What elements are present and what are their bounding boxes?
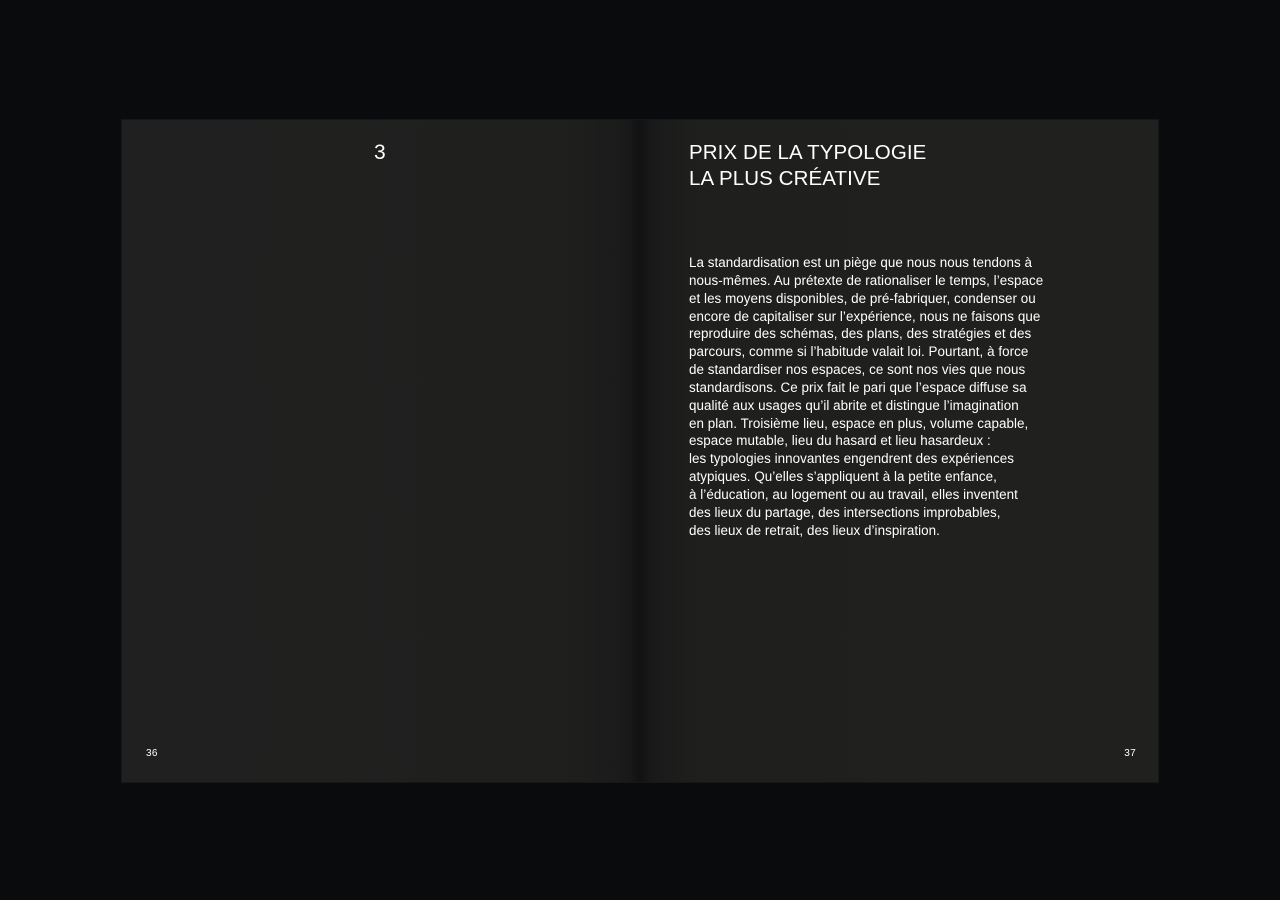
body-line: nous-mêmes. Au prétexte de rationaliser le temps, l’espace bbox=[689, 272, 1044, 288]
body-line: des lieux du partage, des intersections improbables, bbox=[689, 504, 1001, 520]
body-line: et les moyens disponibles, de pré-fabriquer, condenser ou bbox=[689, 290, 1036, 306]
body-line: reproduire des schémas, des plans, des stratégies et des bbox=[689, 326, 1032, 342]
body-line: encore de capitaliser sur l’expérience, nous ne faisons que bbox=[689, 308, 1041, 324]
body-line: à l’éducation, au logement ou au travail, elles inventent bbox=[689, 486, 1018, 502]
chapter-number: 3 bbox=[374, 141, 386, 164]
book-spread bbox=[122, 120, 1158, 782]
section-title bbox=[689, 140, 926, 192]
body-line: espace mutable, lieu du hasard et lieu hasardeux : bbox=[689, 433, 991, 449]
body-line: les typologies innovantes engendrent des expériences bbox=[689, 451, 1014, 467]
body-line: atypiques. Qu’elles s’appliquent à la petite enfance, bbox=[689, 469, 997, 485]
body-line: de standardiser nos espaces, ce sont nos vies que nous bbox=[689, 362, 1026, 378]
body-line: en plan. Troisième lieu, espace en plus, volume capable, bbox=[689, 415, 1029, 431]
body-paragraph bbox=[689, 254, 1099, 540]
left-page bbox=[122, 120, 640, 782]
body-line: qualité aux usages qu’il abrite et distingue l’imagination bbox=[689, 397, 1019, 413]
body-line: des lieux de retrait, des lieux d’inspiration. bbox=[689, 522, 940, 538]
title-line: LA PLUS CRÉATIVE bbox=[689, 167, 881, 190]
binding-gutter-shadow bbox=[630, 120, 650, 782]
body-line: parcours, comme si l’habitude valait loi. Pourtant, à force bbox=[689, 344, 1029, 360]
title-line: PRIX DE LA TYPOLOGIE bbox=[689, 141, 927, 164]
body-line: La standardisation est un piège que nous nous tendons à bbox=[689, 255, 1032, 270]
page-number-right: 37 bbox=[1124, 748, 1136, 759]
body-line: standardisons. Ce prix fait le pari que l’espace diffuse sa bbox=[689, 379, 1027, 395]
page-number-left: 36 bbox=[146, 748, 158, 759]
right-page bbox=[640, 120, 1158, 782]
